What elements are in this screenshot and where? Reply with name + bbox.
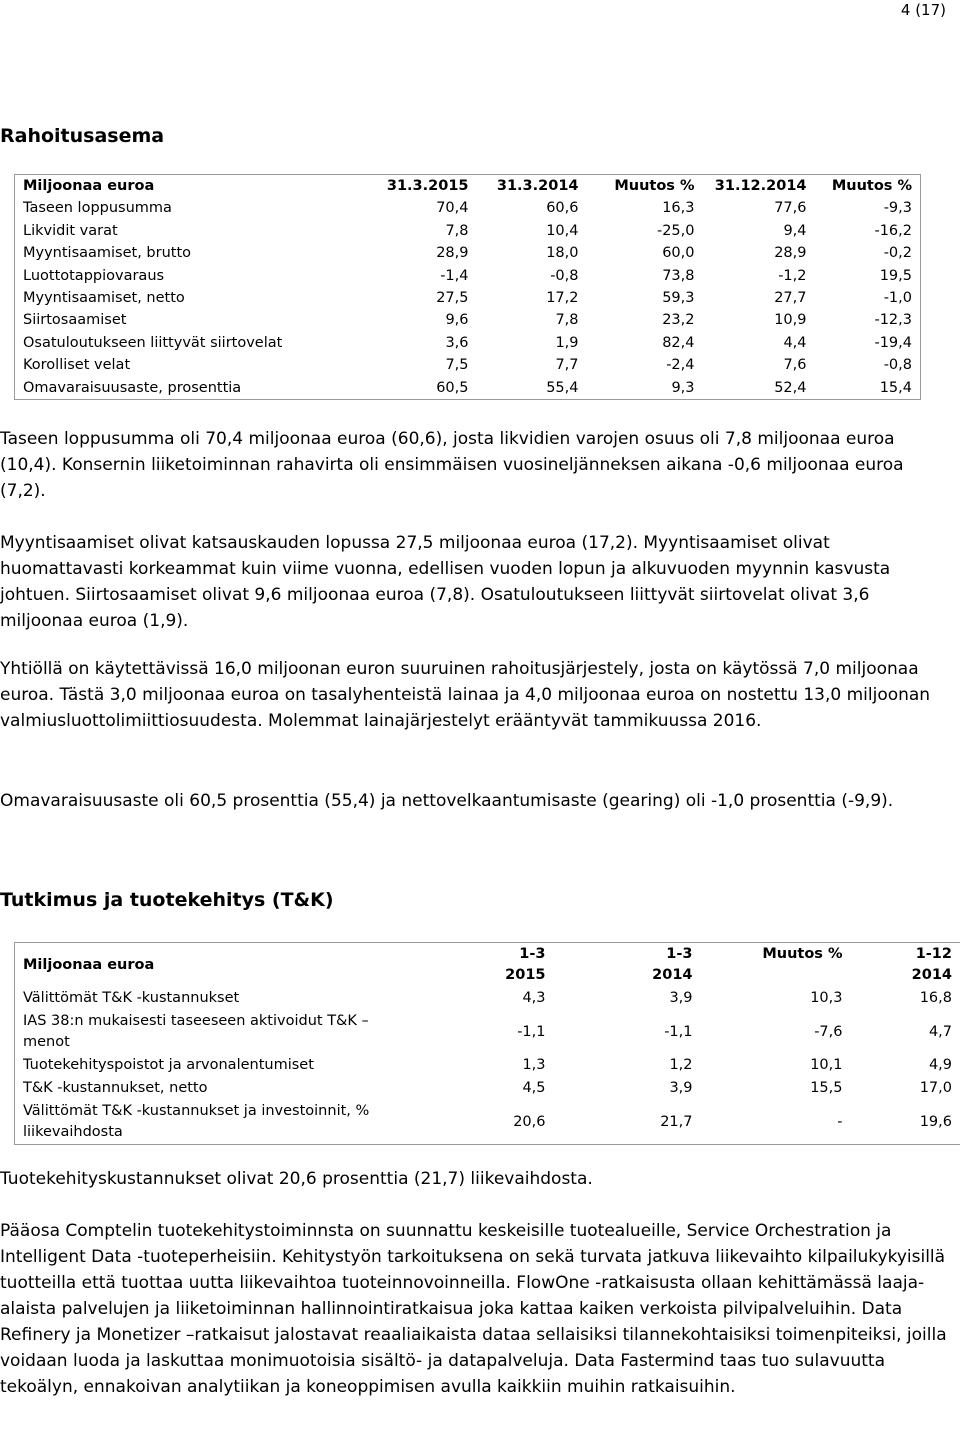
table-cell: 15,5 xyxy=(810,1080,843,1096)
row-label: Välittömät T&K -kustannukset xyxy=(23,990,240,1006)
table-row xyxy=(15,265,921,287)
row-label: Tuotekehityspoistot ja arvonalentumiset xyxy=(23,1057,314,1073)
table-cell: 19,6 xyxy=(919,1113,952,1130)
header-cell xyxy=(851,943,960,988)
paragraph-rnd-activities: Pääosa Comptelin tuotekehitystoiminnsta on suunnattu keskeisille tuotealueille, Service Orchestration ja Intelligent Data -tuoteperheisiin. Kehitystyön tarkoituksena on sekä turvata jatkuva liikevaihto kilpailukykyisillä tuotteilla että tuottaa uutta liikevaihtoa tuoteinnovoinneilla. FlowOne -ratkaisusta ollaan kehittämässä laaja-alaista palvelujen ja liiketoiminnan hallinnointiratkaisua joka kattaa kaiken verkoista pilvipalveluihin. Data Refinery ja Monetizer –ratkaisut jalostavat reaaliaikaista dataa sellaisiksi tilannekohtaisiksi toimenpiteiksi, joilla voidaan luoda ja laskuttaa monimuotoisia sisältö- ja datapalveluja. Data Fastermind taas tuo sulavuutta tekoälyn, ennakoivan analytiikan ja koneoppimisen avulla kaikkiin muihin ratkaisuihin. xyxy=(0,1221,947,1397)
table-row xyxy=(15,354,921,376)
table-cell: 60,6 xyxy=(546,200,579,217)
table-cell: -7,6 xyxy=(814,1023,843,1040)
table-cell: -0,8 xyxy=(550,267,579,284)
table-row xyxy=(15,220,921,242)
table-cell: 60,0 xyxy=(662,245,695,262)
table-cell: 4,5 xyxy=(522,1080,546,1096)
table-cell: 28,9 xyxy=(436,245,469,262)
table-cell: 28,9 xyxy=(774,245,807,262)
table-cell: -19,4 xyxy=(874,334,912,351)
header-period: 1-3 2014 xyxy=(652,946,693,983)
table-cell: 3,9 xyxy=(669,990,693,1006)
table-row xyxy=(15,197,921,219)
table-row xyxy=(15,1010,960,1054)
table-cell: -2,4 xyxy=(666,357,695,374)
table-cell: 17,2 xyxy=(546,290,579,307)
table-cell: 10,9 xyxy=(774,312,807,329)
table-row xyxy=(15,287,921,309)
table-cell: -16,2 xyxy=(874,222,912,239)
header-cell: Miljoonaa euroa xyxy=(23,178,155,194)
table-row xyxy=(15,987,960,1010)
table-cell: 21,7 xyxy=(660,1113,693,1130)
header-period: 1-3 2015 xyxy=(505,946,546,983)
table-cell: 23,2 xyxy=(662,312,695,329)
paragraph-equity-ratio: Omavaraisuusaste oli 60,5 prosenttia (55,4) ja nettovelkaantumisaste (gearing) oli -1,0 prosenttia (-9,9). xyxy=(0,791,894,811)
header-cell: Miljoonaa euroa xyxy=(23,956,155,973)
table-cell: 16,8 xyxy=(919,990,952,1006)
paragraph-balance-sheet: Taseen loppusumma oli 70,4 miljoonaa euroa (60,6), josta likvidien varojen osuus oli 7,8 miljoonaa euroa (10,4). Konsernin liiketoiminnan rahavirta oli ensimmäisen vuosineljänneksen aikana -0,6 miljoonaa euroa (7,2). xyxy=(0,429,904,501)
paragraph-receivables: Myyntisaamiset olivat katsauskauden lopussa 27,5 miljoonaa euroa (17,2). Myyntisaamiset olivat huomattavasti korkeammat kuin viime vuonna, edellisen vuoden lopun ja alkuvuoden myynnin kasvusta johtuen. Siirtosaamiset olivat 9,6 miljoonaa euroa (7,8). Osatuloutukseen liittyvät siirtovelat olivat 3,6 miljoonaa euroa (1,9). xyxy=(0,533,891,631)
table-cell: 4,4 xyxy=(783,334,807,351)
table-cell: -0,8 xyxy=(883,357,912,374)
row-label: Siirtosaamiset xyxy=(23,312,127,329)
table-cell: 1,9 xyxy=(555,334,579,351)
header-cell: Muutos % xyxy=(762,946,843,962)
table-cell: 4,9 xyxy=(928,1057,952,1073)
header-cell xyxy=(554,943,701,988)
table-header-row xyxy=(15,175,921,198)
table-cell: 3,6 xyxy=(445,334,469,351)
table-cell: -1,1 xyxy=(664,1023,693,1040)
table-cell: 20,6 xyxy=(513,1113,546,1130)
table-row xyxy=(15,1100,960,1145)
table-cell: 7,8 xyxy=(445,222,469,239)
row-label: Korolliset velat xyxy=(23,357,131,374)
table-row xyxy=(15,242,921,264)
table-header-row xyxy=(15,943,960,988)
table-cell: 4,7 xyxy=(928,1023,952,1040)
table-cell: 19,5 xyxy=(879,267,912,284)
table-cell: -1,0 xyxy=(883,290,912,307)
table-cell: 3,9 xyxy=(669,1080,693,1096)
table-cell: -1,2 xyxy=(778,267,807,284)
header-period: 1-12 2014 xyxy=(911,946,952,983)
row-label: Välittömät T&K -kustannukset ja investoinnit, % liikevaihdosta xyxy=(23,1103,370,1140)
table-cell: 55,4 xyxy=(546,379,579,396)
page-number: 4 (17) xyxy=(900,1,946,19)
paragraph-financing-arrangement: Yhtiöllä on käytettävissä 16,0 miljoonan euron suuruinen rahoitusjärjestely, josta on käytössä 7,0 miljoonaa euroa. Tästä 3,0 miljoonaa euroa on tasalyhenteistä lainaa ja 4,0 miljoonaa euroa on nostettu 13,0 miljoonan valmiusluottolimiittiosuudesta. Molemmat lainajärjestelyt erääntyvät tammikuussa 2016. xyxy=(0,659,931,731)
table-cell: 27,7 xyxy=(774,290,807,307)
table-cell: 18,0 xyxy=(546,245,579,262)
header-cell: Muutos % xyxy=(614,178,695,194)
row-label: T&K -kustannukset, netto xyxy=(23,1080,208,1096)
table-cell: 82,4 xyxy=(662,334,695,351)
table-cell: 16,3 xyxy=(662,200,695,217)
paragraph-rnd-share: Tuotekehityskustannukset olivat 20,6 prosenttia (21,7) liikevaihdosta. xyxy=(0,1169,593,1189)
table-cell: 15,4 xyxy=(879,379,912,396)
table-cell: 1,3 xyxy=(522,1057,546,1073)
table-cell: 9,6 xyxy=(445,312,469,329)
table-row xyxy=(15,1077,960,1100)
table-row xyxy=(15,1054,960,1077)
table-cell: 10,3 xyxy=(810,990,843,1006)
row-label: Likvidit varat xyxy=(23,222,118,239)
table-cell: -25,0 xyxy=(656,222,695,239)
financial-position-table xyxy=(14,174,921,400)
table-cell: 73,8 xyxy=(662,267,695,284)
header-cell: 31.12.2014 xyxy=(714,178,807,194)
table-cell: -12,3 xyxy=(874,312,912,329)
header-cell: 31.3.2015 xyxy=(386,178,469,194)
table-cell: 77,6 xyxy=(774,200,807,217)
table-row xyxy=(15,332,921,354)
header-cell xyxy=(407,943,554,988)
header-cell: 31.3.2014 xyxy=(496,178,579,194)
table-cell: 17,0 xyxy=(919,1080,952,1096)
table-cell: 9,4 xyxy=(783,222,807,239)
row-label: IAS 38:n mukaisesti taseeseen aktivoidut T&K –menot xyxy=(23,1013,369,1050)
table-cell: 60,5 xyxy=(436,379,469,396)
table-cell: 70,4 xyxy=(436,200,469,217)
table-cell: -1,4 xyxy=(440,267,469,284)
row-label: Luottotappiovaraus xyxy=(23,267,165,284)
row-label: Omavaraisuusaste, prosenttia xyxy=(23,379,242,396)
table-cell: 7,8 xyxy=(555,312,579,329)
table-cell: -9,3 xyxy=(883,200,912,217)
table-cell: 7,5 xyxy=(445,357,469,374)
section-heading-financial-position: Rahoitusasema xyxy=(0,125,165,147)
table-row xyxy=(15,309,921,331)
table-cell: 7,7 xyxy=(555,357,579,374)
section-heading-rnd: Tutkimus ja tuotekehitys (T&K) xyxy=(0,889,334,911)
table-cell: 52,4 xyxy=(774,379,807,396)
table-cell: 7,6 xyxy=(783,357,807,374)
rnd-table xyxy=(14,942,960,1145)
row-label: Taseen loppusumma xyxy=(23,200,172,217)
table-cell: 27,5 xyxy=(436,290,469,307)
table-cell: - xyxy=(837,1113,843,1130)
table-cell: 1,2 xyxy=(669,1057,693,1073)
row-label: Myyntisaamiset, netto xyxy=(23,290,185,307)
table-cell: -0,2 xyxy=(883,245,912,262)
table-cell: 59,3 xyxy=(662,290,695,307)
header-cell: Muutos % xyxy=(831,178,912,194)
table-cell: 9,3 xyxy=(671,379,695,396)
table-cell: 4,3 xyxy=(522,990,546,1006)
row-label: Myyntisaamiset, brutto xyxy=(23,245,192,262)
table-cell: -1,1 xyxy=(517,1023,546,1040)
table-row xyxy=(15,377,921,400)
table-cell: 10,4 xyxy=(546,222,579,239)
table-cell: 10,1 xyxy=(810,1057,843,1073)
row-label: Osatuloutukseen liittyvät siirtovelat xyxy=(23,334,283,351)
